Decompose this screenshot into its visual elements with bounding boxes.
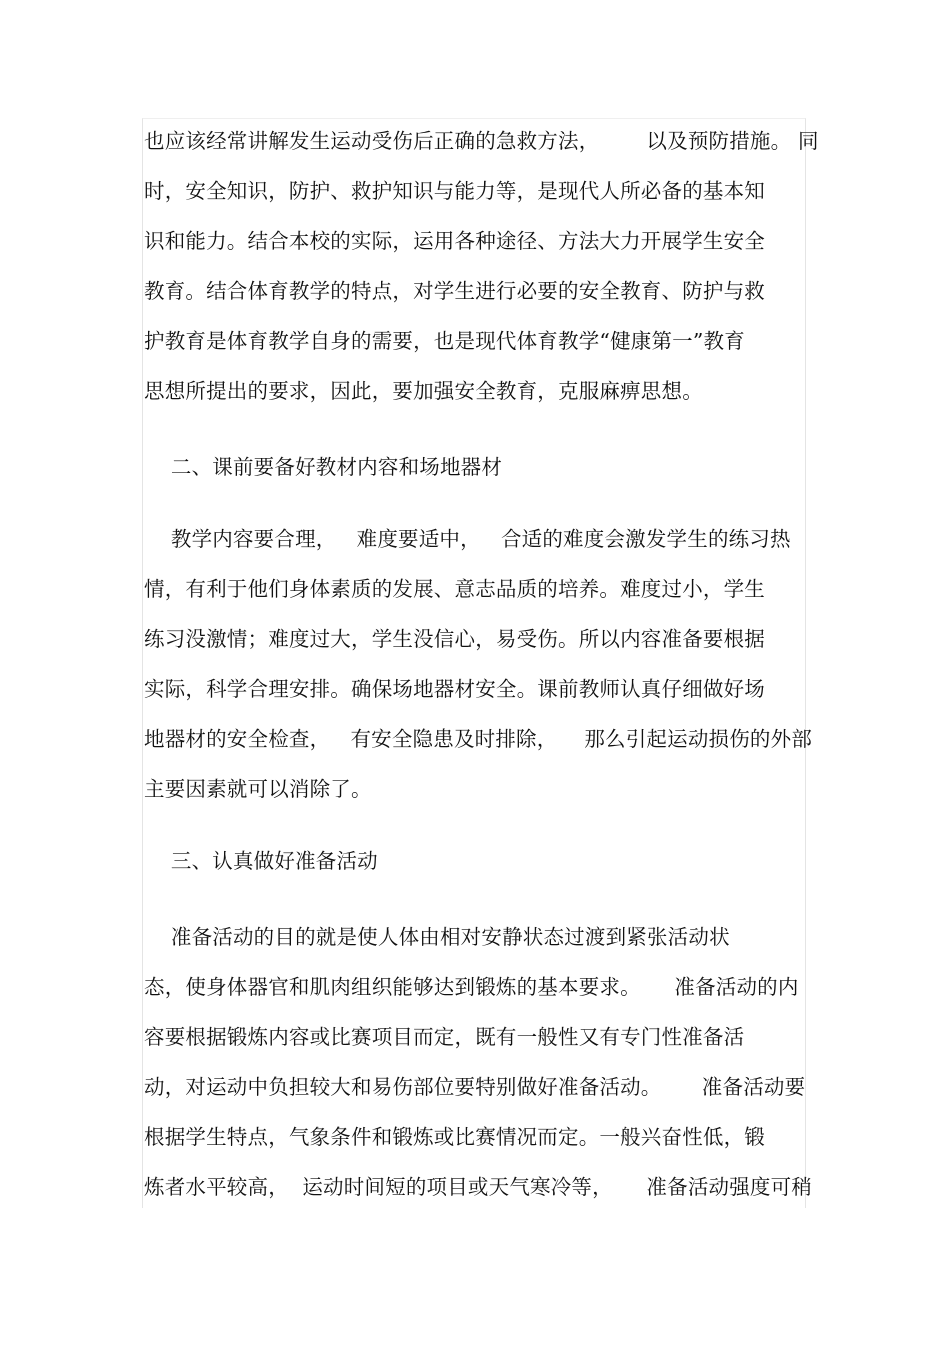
paragraph-1-line-5: 护教育是体育教学自身的需要，也是现代体育教学“健康第一”教育: [144, 329, 745, 353]
paragraph-1-line-6: 思想所提出的要求，因此，要加强安全教育，克服麻痹思想。: [144, 379, 703, 403]
paragraph-3-line-3: 容要根据锻炼内容或比赛项目而定，既有一般性又有专门性准备活: [144, 1025, 745, 1049]
paragraph-1-line-1: 也应该经常讲解发生运动受伤后正确的急救方法， 以及预防措施。 同: [144, 129, 819, 153]
paragraph-1-line-4: 教育。结合体育教学的特点，对学生进行必要的安全教育、防护与救: [144, 279, 765, 303]
paragraph-2-line-4: 实际，科学合理安排。确保场地器材安全。课前教师认真仔细做好场: [144, 677, 765, 701]
paragraph-3-line-6: 炼者水平较高， 运动时间短的项目或天气寒冷等， 准备活动强度可稍: [144, 1175, 813, 1199]
paragraph-2-line-2: 情，有利于他们身体素质的发展、意志品质的培养。难度过小，学生: [144, 577, 765, 601]
paragraph-1-line-2: 时，安全知识，防护、救护知识与能力等，是现代人所必备的基本知: [144, 179, 765, 203]
paragraph-3-line-1: 准备活动的目的就是使人体由相对安静状态过渡到紧张活动状: [144, 925, 730, 949]
section-heading-2: 二、课前要备好教材内容和场地器材: [144, 455, 503, 479]
paragraph-2-line-6: 主要因素就可以消除了。: [144, 777, 372, 801]
paragraph-3-line-4: 动，对运动中负担较大和易伤部位要特别做好准备活动。 准备活动要: [144, 1075, 806, 1099]
section-heading-3: 三、认真做好准备活动: [144, 849, 378, 873]
paragraph-2-line-1: 教学内容要合理， 难度要适中， 合适的难度会激发学生的练习热: [144, 527, 791, 551]
paragraph-3-line-2: 态，使身体器官和肌肉组织能够达到锻炼的基本要求。 准备活动的内: [144, 975, 799, 999]
paragraph-1-line-3: 识和能力。结合本校的实际，运用各种途径、方法大力开展学生安全: [144, 229, 765, 253]
paragraph-2-line-5: 地器材的安全检查， 有安全隐患及时排除， 那么引起运动损伤的外部: [144, 727, 813, 751]
paragraph-2-line-3: 练习没激情；难度过大，学生没信心，易受伤。所以内容准备要根据: [144, 627, 765, 651]
paragraph-3-line-5: 根据学生特点，气象条件和锻炼或比赛情况而定。一般兴奋性低，锻: [144, 1125, 765, 1149]
